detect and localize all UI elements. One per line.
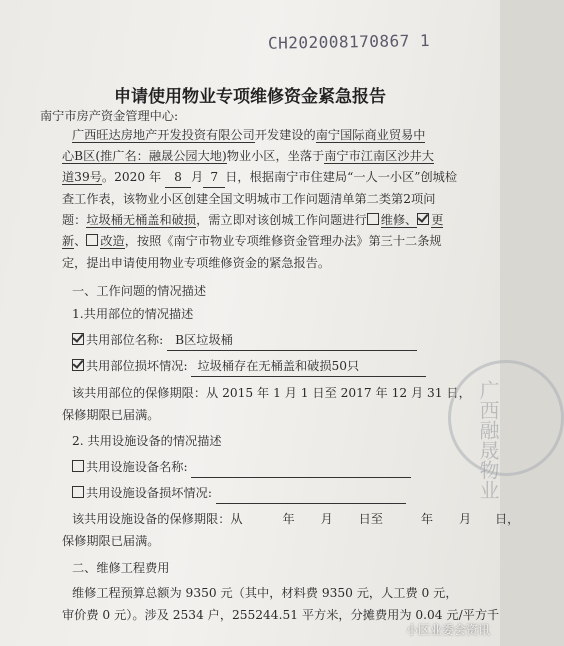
addressee: 南宁市房产资金管理中心: (40, 109, 179, 123)
text: 、 (74, 234, 87, 248)
text: 物业小区，坐落于 (226, 149, 325, 163)
document-title: 申请使用物业专项维修资金紧急报告 (114, 87, 386, 107)
para1-line2 (62, 146, 492, 166)
checkbox-equip-damage[interactable] (72, 486, 84, 498)
text: 日，根据南宁市住建局“一人一小区”创城检 (225, 170, 458, 184)
text: 该共用设施设备的保修期限：从 (72, 512, 243, 526)
text: 开发建设的 (254, 128, 316, 142)
project-name: 南宁国际商业贸易中 (315, 128, 426, 142)
company-seal-text: 广西融晟物业 (476, 380, 500, 500)
para1-line6 (62, 231, 492, 251)
text: ，需立即对该创城工作问题进行 (196, 213, 367, 227)
text: 月 (191, 170, 204, 184)
handwritten-code: CH202008170867 1 (267, 30, 431, 53)
sub1-heading: 1.共用部位的情况描述 (72, 307, 194, 321)
warranty1-line2: 保修期限已届满。 (62, 408, 160, 422)
month-field: 8 (165, 167, 191, 188)
text: 题： (62, 213, 87, 227)
text: 年 (282, 512, 295, 526)
part-name-field (167, 330, 417, 351)
part-damage-label: 共用部位损坏情况: (86, 359, 188, 373)
text: 月 (458, 512, 472, 526)
text: 日， (495, 512, 520, 526)
para1-line1 (72, 125, 492, 145)
checkbox-part-damage[interactable] (72, 359, 84, 371)
watermark: 小区业委会资讯 (405, 623, 490, 637)
part-name-row (72, 330, 492, 351)
equip-name-label: 共用设施设备名称: (86, 460, 188, 474)
part-damage-value: 垃圾桶存在无桶盖和破损50只 (197, 359, 360, 373)
checkbox-update[interactable] (417, 213, 429, 225)
checkbox-equip-name[interactable] (72, 460, 84, 472)
text: ，按照《南宁市物业专项维修资金管理办法》第三十二条规 (124, 234, 442, 248)
text: 日至 (358, 512, 383, 526)
text: 年 (420, 512, 434, 526)
section1-heading: 一、工作问题的情况描述 (72, 284, 207, 298)
part-damage-field (191, 356, 426, 377)
warranty2-line2: 保修期限已届满。 (62, 534, 160, 548)
text: 。2020 年 (101, 170, 162, 184)
sub2-heading: 2. 共用设施设备的情况描述 (72, 434, 222, 448)
promo-name: 心B区(推广名：融晟公园大地) (62, 149, 227, 163)
text: 月 (320, 512, 333, 526)
para1-line4: 查工作表，该物业小区创建全国文明城市工作问题清单第二类第2项问 (62, 192, 436, 206)
part-damage-row (72, 356, 492, 377)
part-name-value: B区垃圾桶 (175, 333, 233, 347)
checkbox-part-name[interactable] (72, 333, 84, 345)
checkbox-renovate[interactable] (86, 234, 98, 246)
problem-desc: 垃圾桶无桶盖和破损 (86, 213, 197, 227)
location-cont: 道39号 (62, 170, 102, 184)
warranty2-line1 (72, 509, 520, 529)
para1-line3 (62, 167, 492, 188)
label-update-cont: 新 (62, 234, 75, 248)
checkbox-repair[interactable] (367, 213, 379, 225)
cost-line1: 维修工程预算总额为 9350 元（其中，材料费 9350 元，人工费 0 元， (72, 586, 458, 600)
para1-line5 (62, 210, 492, 230)
para1-line7: 定，提出申请使用物业专项维修资金的紧急报告。 (62, 256, 331, 270)
location: 南宁市江南区沙井大 (324, 149, 434, 163)
equip-damage-row (72, 483, 492, 504)
warranty1-line1: 该共用部位的保修期限：从 2015 年 1 月 1 日至 2017 年 12 月 31 日， (72, 386, 471, 400)
equip-name-row (72, 457, 492, 478)
equip-damage-label: 共用设施设备损坏情况: (86, 486, 212, 500)
label-repair: 维修、 (380, 213, 418, 227)
section2-heading: 二、维修工程费用 (72, 561, 170, 575)
developer-name: 广西旺达房地产开发投资有限公司 (72, 128, 255, 142)
label-renovate: 改造 (100, 234, 125, 248)
company-seal (448, 360, 564, 476)
part-name-label: 共用部位名称: (86, 333, 164, 347)
label-update: 更 (431, 213, 444, 227)
equip-name-field[interactable] (191, 457, 411, 478)
cost-line2: 审价费 0 元）。涉及 2534 户，255244.51 平方米，分摊费用为 0.04 元/平方千 (62, 608, 500, 622)
day-field: 7 (203, 167, 225, 188)
equip-damage-field[interactable] (216, 483, 406, 504)
